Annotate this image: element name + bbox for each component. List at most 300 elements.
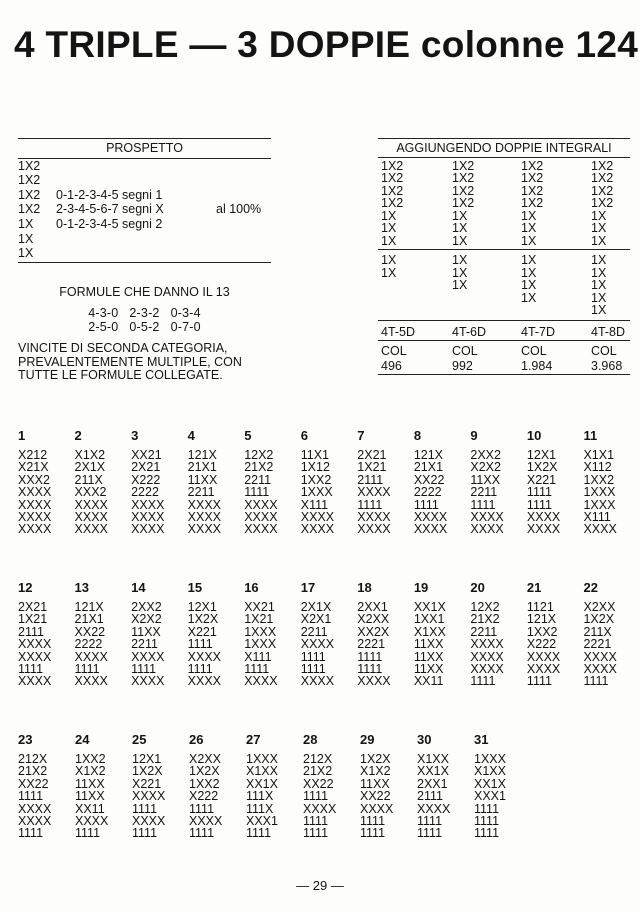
column-value: 1XX2 — [75, 752, 106, 766]
aggiungendo-col-label: COL — [521, 344, 547, 358]
column-value: 1111 — [526, 485, 552, 500]
formule-line: 2-5-0 0-5-2 0-7-0 — [88, 320, 201, 335]
column-value: X2XX — [357, 612, 390, 627]
aggiungendo-label: 4T-5D — [381, 324, 416, 339]
column-value: XXX1 — [246, 813, 278, 828]
aggiungendo-cell: 1X — [381, 253, 397, 267]
column-value: X2X2 — [470, 460, 501, 475]
column-value: 1X2X — [526, 460, 558, 475]
column-value: XX21 — [131, 448, 162, 462]
column-number: 3 — [131, 428, 139, 443]
column-values — [18, 753, 75, 840]
column-value: XX21 — [244, 600, 275, 614]
prospetto-sign: 1X2 — [18, 158, 41, 173]
column-value: 1XX2 — [526, 624, 558, 639]
column-value: 12X2 — [470, 600, 500, 614]
column-value: XX1X — [413, 600, 446, 614]
column-values — [357, 601, 414, 688]
aggiungendo-cell: 1X — [591, 303, 607, 317]
vincite-line: VINCITE DI SECONDA CATEGORIA, — [18, 341, 228, 355]
prospetto-row — [18, 217, 271, 232]
column-number: 4 — [187, 428, 195, 443]
column-value: 11XX — [187, 472, 218, 487]
column-value: 11XX — [413, 661, 444, 676]
column-values — [188, 601, 245, 688]
aggiungendo-table — [378, 138, 630, 375]
column-value: XXXX — [187, 497, 221, 512]
column-value: XXXX — [74, 509, 108, 524]
column-value: XXX2 — [74, 485, 107, 500]
column-value: 1111 — [526, 674, 552, 689]
column-value: X112 — [583, 460, 612, 475]
column-value: 111X — [246, 789, 274, 804]
column-value: XXXX — [131, 674, 165, 689]
column-value: 1X2X — [189, 764, 220, 779]
column-value: 12X1 — [526, 448, 557, 462]
prospetto-desc: 0-1-2-3-4-5 segni 1 — [56, 187, 163, 202]
column-value: XXXX — [300, 522, 335, 537]
column-value: 11XX — [413, 637, 444, 652]
column-value: X111 — [300, 497, 329, 512]
column-number: 27 — [246, 732, 261, 747]
aggiungendo-cell: 1X2 — [381, 171, 404, 185]
aggiungendo-col-value: 3.968 — [591, 358, 623, 373]
column-value: XXXX — [526, 522, 561, 537]
column-value: 21X1 — [187, 460, 217, 475]
column-value: XXXX — [132, 813, 166, 828]
columns-block-1 — [18, 428, 640, 536]
column-value: 2X21 — [18, 600, 48, 614]
column-value: XXXX — [18, 509, 52, 524]
aggiungendo-col-value: 1.984 — [521, 358, 553, 373]
column-value: 212X — [18, 752, 48, 766]
column-value: 1111 — [413, 497, 439, 512]
column-value: 211X — [583, 624, 612, 639]
column-number-row — [18, 580, 640, 595]
column-value: XXXX — [470, 522, 504, 537]
column-values — [75, 601, 132, 688]
column-value: 1121 — [526, 600, 554, 614]
aggiungendo-cell: 1X2 — [521, 158, 544, 173]
column-value: 2211 — [300, 624, 328, 639]
aggiungendo-cell: 1X — [381, 265, 397, 280]
column-value: XXXX — [526, 649, 561, 664]
column-value: 1XXX — [583, 497, 616, 512]
column-value: XXXX — [470, 649, 504, 664]
column-value: XX11 — [75, 801, 105, 816]
column-value: 2111 — [18, 624, 44, 639]
aggiungendo-cell: 1X2 — [452, 196, 475, 210]
aggiungendo-cell: 1X — [591, 253, 607, 267]
column-value: 1XX2 — [583, 472, 615, 487]
prospetto-note — [216, 217, 271, 232]
column-value: XXXX — [526, 661, 561, 676]
prospetto-sign: 1X2 — [18, 173, 41, 188]
column-value: 1111 — [300, 661, 326, 676]
aggiungendo-cell: 1X — [521, 278, 537, 292]
column-value: X221 — [526, 472, 557, 487]
aggiungendo-cell: 1X — [452, 233, 468, 248]
column-values — [360, 753, 417, 840]
column-number: 16 — [244, 580, 259, 595]
column-value: XXXX — [300, 509, 335, 524]
column-value: 2X21 — [131, 460, 161, 475]
column-value: 2211 — [187, 485, 215, 500]
column-value: 1XXX — [244, 624, 277, 639]
column-number: 25 — [132, 732, 147, 747]
column-value: XXXX — [187, 649, 221, 664]
column-value: XXXX — [413, 509, 448, 524]
aggiungendo-cell: 1X — [591, 233, 607, 248]
column-value: 1111 — [18, 789, 44, 804]
column-value: X222 — [526, 637, 557, 652]
column-value: XXXX — [187, 522, 221, 537]
aggiungendo-label: 4T-6D — [452, 324, 487, 339]
column-number: 1 — [18, 428, 26, 443]
aggiungendo-col-label: COL — [452, 344, 478, 358]
column-value: XXXX — [18, 497, 52, 512]
column-value: 2221 — [583, 637, 612, 652]
prospetto-desc — [56, 173, 216, 188]
column-value: 1X2X — [360, 752, 391, 766]
aggiungendo-cell: 1X2 — [521, 183, 544, 198]
column-value: XXXX — [74, 497, 108, 512]
column-value: XX22 — [303, 776, 334, 791]
column-value: X1X2 — [74, 448, 106, 462]
column-value: XXXX — [74, 674, 108, 689]
column-value: 1111 — [187, 661, 213, 676]
column-value: 2XX1 — [357, 600, 388, 614]
aggiungendo-cell — [381, 279, 452, 292]
column-value: XX22 — [360, 789, 391, 804]
column-value: XXXX — [131, 497, 165, 512]
column-values — [244, 601, 301, 688]
column-value: 1111 — [18, 826, 44, 841]
aggiungendo-cell: 1X — [452, 253, 468, 267]
column-value: 1111 — [300, 649, 326, 664]
column-value: 1111 — [470, 674, 496, 689]
column-value: XXXX — [18, 522, 52, 537]
prospetto-desc — [56, 246, 216, 261]
column-value: 1111 — [357, 649, 383, 664]
column-number: 13 — [74, 580, 90, 595]
column-value: 11XX — [75, 789, 105, 804]
aggiungendo-cell: 1X — [452, 221, 468, 235]
column-value: XXXX — [18, 649, 52, 664]
column-value: 1111 — [417, 813, 443, 828]
aggiungendo-cell: 1X — [381, 221, 397, 235]
column-value: 1111 — [132, 826, 158, 841]
prospetto-sign: 1X2 — [18, 187, 41, 202]
aggiungendo-col-value: 992 — [452, 358, 473, 373]
column-value: X1XX — [246, 764, 278, 779]
prospetto-sign: 1X — [18, 246, 34, 261]
column-value: X1XX — [413, 624, 446, 639]
column-values — [131, 601, 188, 688]
aggiungendo-cell — [452, 304, 521, 317]
column-number: 18 — [357, 580, 372, 595]
column-value: XXXX — [18, 801, 52, 816]
aggiungendo-cell: 1X2 — [591, 158, 614, 173]
column-number: 23 — [18, 732, 33, 747]
column-value: XX2X — [357, 624, 390, 639]
aggiungendo-cell: 1X — [381, 233, 397, 248]
column-value: 1111 — [132, 801, 158, 816]
prospetto-note — [216, 159, 271, 174]
column-value: X1X2 — [360, 764, 391, 779]
column-values — [303, 753, 360, 840]
column-value: 1111 — [303, 789, 329, 804]
column-value: 1X12 — [300, 460, 330, 475]
aggiungendo-cell: 1X — [521, 221, 537, 235]
column-value: 11XX — [413, 649, 444, 664]
column-value: 21X1 — [413, 460, 444, 475]
column-values — [470, 449, 527, 536]
column-values — [414, 601, 471, 688]
column-values — [301, 449, 358, 536]
prospetto-row — [18, 246, 271, 261]
column-value: 2111 — [417, 789, 443, 804]
column-value: X111 — [244, 649, 272, 664]
column-value: XXXX — [18, 637, 52, 652]
prospetto-note: al 100% — [216, 202, 262, 217]
column-value: 1X2X — [583, 612, 615, 627]
column-value: 1XX2 — [300, 472, 332, 487]
columns-block-3 — [18, 732, 640, 840]
column-value: X1XX — [474, 764, 506, 779]
column-values — [132, 753, 189, 840]
prospetto-note — [216, 246, 271, 261]
column-value: XXXX — [470, 509, 504, 524]
column-value: XXXX — [74, 522, 108, 537]
column-value: 1111 — [474, 826, 500, 841]
column-values — [75, 753, 132, 840]
column-value: XXXX — [417, 801, 451, 816]
column-value: XXXX — [244, 522, 278, 537]
prospetto-note — [216, 232, 271, 247]
column-value: 2X1X — [300, 600, 332, 614]
aggiungendo-cell: 1X — [591, 278, 607, 292]
column-value: 1XX1 — [413, 612, 445, 627]
prospetto-note — [216, 188, 271, 203]
column-number: 17 — [300, 580, 316, 595]
column-value: X2XX — [583, 600, 616, 614]
aggiungendo-col-value: 496 — [381, 358, 402, 373]
column-values — [75, 449, 132, 536]
aggiungendo-cell: 1X — [521, 265, 537, 280]
column-value: 2211 — [131, 637, 158, 652]
column-value: 1111 — [357, 497, 383, 512]
column-value: XXX1 — [474, 789, 506, 804]
columns-block-2 — [18, 580, 640, 688]
column-number: 5 — [244, 428, 252, 443]
aggiungendo-cell: 1X2 — [452, 171, 475, 185]
aggiungendo-cell — [381, 292, 452, 305]
column-value: 11XX — [75, 776, 105, 791]
column-value: X1XX — [417, 752, 449, 766]
column-value: 121X — [74, 600, 104, 614]
column-value: XXXX — [470, 637, 504, 652]
column-value: 11XX — [131, 624, 161, 639]
aggiungendo-cell: 1X2 — [521, 171, 544, 185]
column-value: 2X1X — [74, 460, 106, 475]
column-value: 1XXX — [583, 485, 616, 500]
column-value: 1X21 — [18, 612, 48, 627]
aggiungendo-cell: 1X2 — [591, 171, 614, 185]
column-number: 31 — [474, 732, 489, 747]
column-value: 2211 — [470, 485, 498, 500]
column-number: 7 — [357, 428, 365, 443]
column-number: 22 — [583, 580, 598, 595]
aggiungendo-cell: 1X — [381, 208, 397, 223]
column-value: 1111 — [246, 826, 272, 841]
column-value: XXXX — [18, 485, 52, 500]
aggiungendo-col-label: COL — [591, 344, 617, 358]
column-value: 1111 — [74, 661, 100, 676]
column-value: XXXX — [187, 509, 221, 524]
column-value: 1111 — [583, 674, 609, 689]
column-value: XXXX — [357, 485, 391, 500]
prospetto-note — [216, 173, 271, 188]
column-value: 1111 — [474, 801, 500, 816]
column-value: XXXX — [244, 509, 278, 524]
prospetto-desc — [56, 159, 216, 174]
aggiungendo-cell: 1X2 — [452, 158, 475, 173]
column-value: XXXX — [75, 813, 109, 828]
prospetto-row — [18, 188, 271, 203]
column-value: 1111 — [360, 826, 386, 841]
column-value: XXXX — [300, 637, 335, 652]
column-value: XXXX — [74, 649, 108, 664]
column-value: X1X1 — [583, 448, 615, 462]
column-value: 1111 — [75, 826, 101, 841]
column-values — [18, 601, 75, 688]
column-number: 2 — [74, 428, 82, 443]
column-value: XXXX — [357, 674, 391, 689]
column-values — [583, 601, 640, 688]
aggiungendo-cell: 1X — [521, 290, 537, 305]
column-value: XXXX — [583, 522, 617, 537]
column-value: XXXX — [583, 649, 617, 664]
column-values — [470, 601, 527, 688]
column-number: 21 — [526, 580, 542, 595]
prospetto-desc: 2-3-4-5-6-7 segni X — [56, 202, 164, 217]
prospetto-desc — [56, 232, 216, 247]
column-value: 11XX — [470, 472, 501, 487]
aggiungendo-cell: 1X — [452, 278, 468, 292]
column-data-row — [18, 601, 640, 688]
column-value: 111X — [246, 801, 274, 816]
column-value: 1111 — [303, 826, 329, 841]
column-value: XXXX — [303, 801, 337, 816]
formule-title: FORMULE CHE DANNO IL 13 — [59, 285, 230, 299]
column-value: 1X2X — [187, 612, 219, 627]
aggiungendo-cell: 1X — [591, 208, 607, 223]
aggiungendo-label: 4T-7D — [521, 324, 556, 339]
aggiungendo-cell: 1X — [591, 290, 607, 305]
column-value: 2211 — [244, 472, 272, 487]
column-data-row — [18, 753, 640, 840]
column-value: 2XX1 — [417, 776, 448, 791]
column-value: 2221 — [357, 637, 386, 652]
column-value: 21X2 — [18, 764, 48, 779]
column-number: 28 — [303, 732, 318, 747]
column-value: XXXX — [470, 661, 504, 676]
column-value: XXXX — [18, 813, 52, 828]
column-value: 2XX2 — [131, 600, 162, 614]
column-value: 1111 — [189, 826, 215, 841]
column-value: 211X — [74, 472, 103, 487]
column-value: XXXX — [357, 522, 391, 537]
column-value: XX1X — [474, 776, 506, 791]
column-value: X21X — [18, 460, 49, 475]
column-value: 2111 — [357, 472, 384, 487]
column-number-row — [18, 732, 640, 747]
column-values — [474, 753, 531, 840]
aggiungendo-cell: 1X — [591, 221, 607, 235]
column-value: XXXX — [18, 674, 52, 689]
column-value: XXXX — [132, 789, 166, 804]
column-value: XXXX — [131, 509, 165, 524]
column-value: 1111 — [187, 637, 213, 652]
aggiungendo-label: 4T-8D — [591, 324, 626, 339]
aggiungendo-cell: 1X — [521, 233, 537, 248]
prospetto-sign: 1X2 — [18, 202, 41, 217]
column-value: 2X21 — [357, 448, 387, 462]
column-value: X2X2 — [131, 612, 162, 627]
aggiungendo-header: AGGIUNGENDO DOPPIE INTEGRALI — [378, 139, 630, 158]
column-values — [244, 449, 301, 536]
column-value: 1X21 — [244, 612, 274, 627]
aggiungendo-cell — [452, 292, 521, 305]
column-value: 1111 — [189, 801, 215, 816]
aggiungendo-col-label: COL — [381, 344, 407, 358]
column-value: X111 — [583, 509, 611, 524]
column-value: 11X1 — [300, 448, 329, 462]
column-data-row — [18, 449, 640, 536]
column-value: 121X — [187, 448, 217, 462]
column-values — [357, 449, 414, 536]
column-value: XXXX — [583, 661, 617, 676]
prospetto-table — [18, 138, 271, 263]
column-value: 1111 — [470, 497, 496, 512]
formule-line: 4-3-0 2-3-2 0-3-4 — [88, 305, 201, 320]
column-value: X2X1 — [300, 612, 332, 627]
column-value: XX22 — [74, 624, 106, 639]
column-number: 20 — [470, 580, 485, 595]
column-value: 1X2X — [132, 764, 163, 779]
column-value: 12X2 — [244, 448, 274, 462]
column-value: 121X — [526, 612, 557, 627]
aggiungendo-cell: 1X2 — [381, 158, 404, 173]
vincite-line: PREVALENTEMENTE MULTIPLE, CON — [18, 354, 242, 369]
aggiungendo-cell: 1X — [521, 208, 537, 223]
column-value: 1XXX — [300, 485, 333, 500]
column-value: XX22 — [413, 472, 445, 487]
column-number: 19 — [413, 580, 429, 595]
column-value: 1111 — [360, 813, 386, 828]
column-value: 212X — [303, 752, 333, 766]
column-value: 2222 — [413, 485, 442, 500]
column-number: 11 — [583, 428, 598, 443]
aggiungendo-cell: 1X — [521, 253, 537, 267]
column-values — [417, 753, 474, 840]
column-value: XXXX — [244, 674, 278, 689]
column-value: 2XX2 — [470, 448, 501, 462]
column-value: X221 — [132, 776, 162, 791]
column-value: X222 — [131, 472, 161, 487]
column-number: 10 — [526, 428, 542, 443]
